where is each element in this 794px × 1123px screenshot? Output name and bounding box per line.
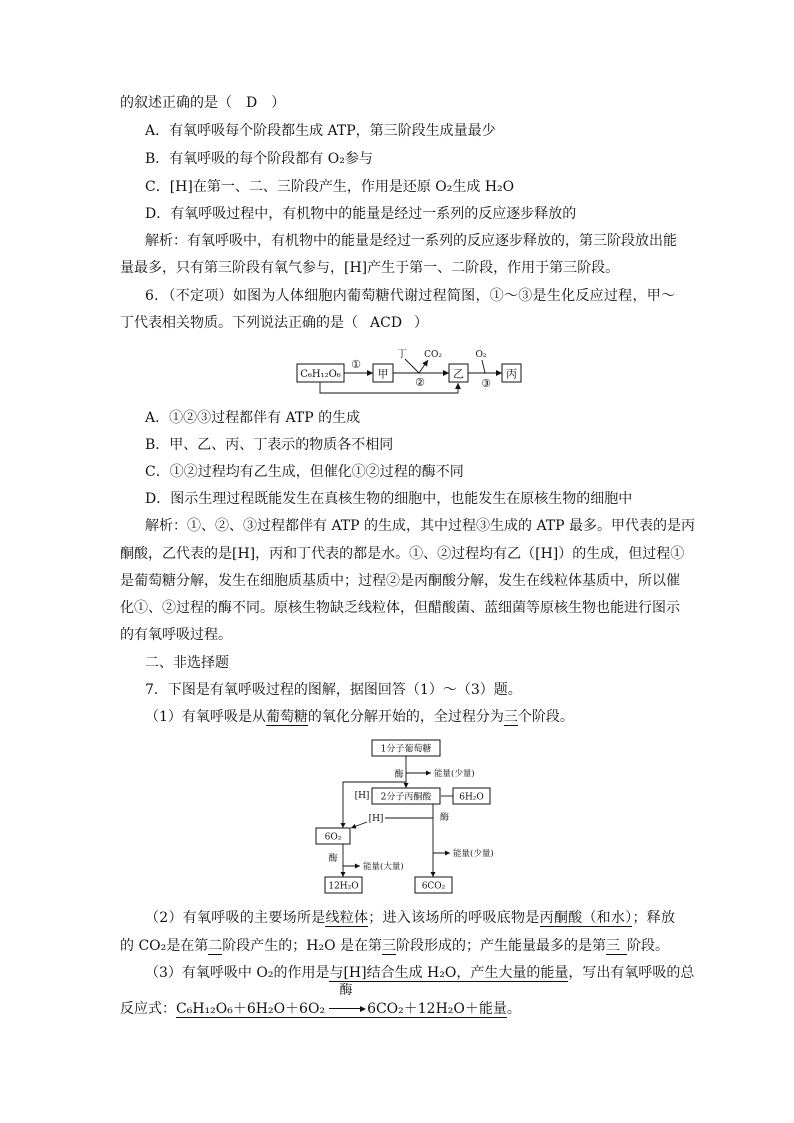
label-energy-2: 能量(少量)	[453, 849, 494, 859]
q7-part3-text-a: （3）有氧呼吸中 O₂的作用是	[145, 965, 330, 981]
q6-option-b: B．甲、乙、丙、丁表示的物质各不相同	[145, 437, 394, 453]
label-o2: O₂	[475, 350, 487, 360]
q7-part2-answer-site: 线粒体	[325, 910, 369, 926]
q5-stem	[120, 94, 285, 112]
label-step-2: ②	[415, 376, 425, 389]
label-energy-3: 能量(大量)	[363, 862, 404, 872]
section-heading: 二、非选择题	[145, 655, 229, 671]
q7-part2-text-a: （2）有氧呼吸的主要场所是	[145, 910, 326, 926]
q5-stem-close: ）	[271, 95, 286, 111]
q7-part3-line-2	[120, 983, 521, 1017]
glucose-metabolism-diagram	[290, 340, 530, 402]
q5-option-d: D．有氧呼吸过程中，有机物中的能量是经过一系列的反应逐步释放的	[145, 206, 577, 222]
q6-stem-line-1: 6．（不定项）如图为人体细胞内葡萄糖代谢过程简图，①～③是生化反应过程，甲～	[145, 288, 675, 304]
q6-option-a: A．①②③过程都伴有 ATP 的生成	[145, 410, 361, 426]
q7-part3-text-d: 。	[506, 1001, 521, 1017]
q6-stem-close: ）	[414, 315, 429, 331]
label-h-1: [H]	[354, 791, 370, 801]
q6-analysis-line-2: 酮酸，乙代表的是[H]，丙和丁代表的都是水。①、②过程均有乙（[H]）的生成，但过程①	[120, 546, 685, 562]
q6-stem-text: 丁代表相关物质。下列说法正确的是（	[120, 315, 358, 331]
label-pyruvate: 2分子丙酮酸	[380, 792, 432, 803]
q6-analysis-line-4: 化①、②过程的酶不同。原核生物缺乏线粒体，但醋酸菌、蓝细菌等原核生物也能进行图示	[120, 600, 680, 616]
label-water-in: 6H₂O	[459, 792, 484, 803]
q7-part2-text-d: 的 CO₂是在第	[120, 938, 209, 954]
q7-part2-answer-water-stage: 三	[382, 938, 397, 954]
q7-part1-answer-stages: 三	[503, 709, 518, 725]
q5-stem-text: 的叙述正确的是（	[120, 95, 232, 111]
q7-part2-line-1	[145, 909, 675, 927]
q7-part2-text-f: 阶段形成的；产生能量最多的是第	[396, 938, 607, 954]
q7-part3-line-1	[145, 964, 695, 982]
label-enzyme-1: 酶	[394, 770, 404, 780]
q7-part2-line-2	[120, 937, 669, 955]
q5-analysis-line-1: 解析：有氧呼吸中，有机物中的能量是经过一系列的反应逐步释放的，第三阶段放出能	[145, 233, 677, 249]
line-ding-input	[405, 359, 419, 373]
reaction-arrow	[329, 983, 363, 1009]
arrow-glucose-to-yi	[320, 382, 458, 393]
q7-part1-text-a: （1）有氧呼吸是从	[145, 709, 266, 725]
q7-part2-answer-energy-stage: 三	[606, 938, 627, 955]
q7-part2-text-e: 阶段产生的；H₂O 是在第	[222, 938, 383, 954]
q5-analysis-line-2: 量最多，只有第三阶段有氧气参与，[H]产生于第一、二阶段，作用于第三阶段。	[120, 260, 620, 276]
label-glucose: C₆H₁₂O₆	[300, 369, 341, 380]
arrow-h-2-to-o2	[351, 822, 367, 828]
q7-part2-text-c: ；释放	[632, 910, 676, 926]
reaction-enzyme-label: 酶	[339, 983, 353, 998]
q7-part1-text-b: 的氧化分解开始的，全过程分为	[307, 709, 504, 725]
q7-stem: 7．下图是有氧呼吸过程的图解，据图回答（1）～（3）题。	[145, 682, 522, 698]
line-o2-input	[482, 360, 485, 373]
label-water-out: 12H₂O	[328, 881, 359, 892]
label-enzyme-3: 酶	[328, 854, 338, 864]
q6-option-c: C．①②过程均有乙生成，但催化①②过程的酶不同	[145, 464, 464, 480]
label-jia: 甲	[377, 367, 389, 381]
q6-answer: ACD	[370, 315, 403, 331]
q5-option-a: A．有氧呼吸每个阶段都生成 ATP，第三阶段生成量最少	[145, 123, 496, 139]
q7-part2-text-b: ；进入该场所的呼吸底物是	[368, 910, 540, 926]
q7-part2-text-g: 阶段。	[627, 938, 670, 954]
q5-answer: D	[246, 95, 258, 111]
q6-analysis-line-1: 解析：①、②、③过程都伴有 ATP 的生成，其中过程③生成的 ATP 最多。甲代表的是丙	[145, 518, 696, 534]
q6-analysis-line-3: 是葡萄糖分解，发生在细胞质基质中；过程②是丙酮酸分解，发生在线粒体基质中，所以催	[120, 573, 680, 589]
q6-stem-line-2	[120, 314, 428, 332]
q7-part1	[145, 708, 574, 726]
label-energy-1: 能量(少量)	[434, 769, 475, 779]
q7-part1-text-c: 个阶段。	[517, 709, 574, 725]
label-step-3: ③	[481, 377, 491, 390]
q7-part3-text-c: 反应式：	[120, 1001, 176, 1017]
label-enzyme-2: 酶	[440, 813, 450, 823]
q5-option-b: B．有氧呼吸的每个阶段都有 O₂参与	[145, 151, 373, 167]
label-bing: 丙	[506, 367, 517, 381]
label-h-2: [H]	[368, 814, 384, 824]
aerobic-respiration-diagram	[300, 735, 500, 897]
equation-reactants: C₆H₁₂O₆＋6H₂O＋6O₂	[176, 1001, 326, 1017]
label-oxygen: 6O₂	[324, 832, 342, 843]
q7-part3-text-b: ，写出有氧呼吸的总	[568, 965, 695, 981]
label-glucose-molecule: 1分子葡萄糖	[380, 744, 432, 755]
label-step-1: ①	[351, 358, 361, 371]
label-yi: 乙	[453, 367, 464, 381]
q7-part2-answer-substrate: 丙酮酸（和水）	[539, 910, 633, 926]
label-co2-out: 6CO₂	[421, 881, 446, 892]
q7-part3-answer-o2-role: 与[H]结合生成 H₂O，产生大量的能量	[329, 965, 569, 981]
q6-option-d: D．图示生理过程既能发生在真核生物的细胞中，也能发生在原核生物的细胞中	[145, 491, 633, 507]
arrow-co2-output	[419, 360, 428, 373]
label-co2: CO₂	[424, 350, 442, 360]
total-equation	[176, 983, 507, 1018]
q6-analysis-line-5: 的有氧呼吸过程。	[120, 627, 232, 643]
q7-part2-answer-co2-stage: 二	[208, 938, 223, 954]
label-ding: 丁	[397, 349, 407, 360]
equation-products: 6CO₂＋12H₂O＋能量	[367, 1001, 507, 1017]
q5-option-c: C．[H]在第一、二、三阶段产生，作用是还原 O₂生成 H₂O	[145, 179, 515, 195]
q7-part1-answer-glucose: 葡萄糖	[265, 709, 308, 725]
